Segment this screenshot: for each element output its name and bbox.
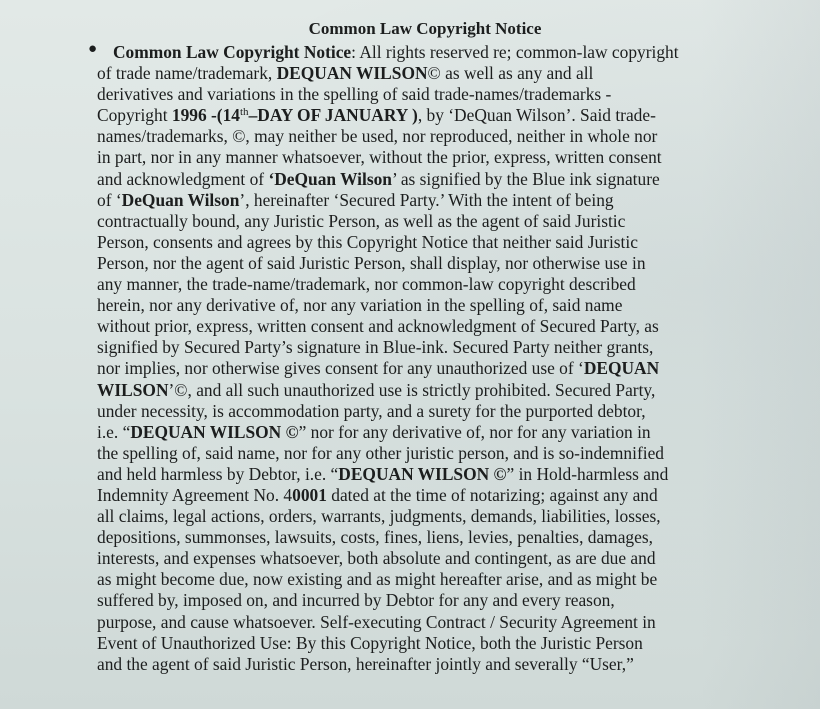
text-segment: any manner, the trade-name/trademark, nor common-law copyright described [97, 274, 636, 295]
text-segment: 0001 [292, 484, 327, 505]
text-segment: herein, nor any derivative of, nor any variation in the spelling of, said name [97, 295, 623, 316]
text-segment: Event of Unauthorized Use: By this Copyright Notice, both the Juristic Person [97, 632, 643, 653]
text-segment: under necessity, is accommodation party, and a surety for the purported debtor, [97, 400, 646, 421]
paragraph-line [97, 569, 753, 590]
text-segment: Indemnity Agreement No. 4 [97, 484, 293, 505]
paragraph-line [97, 422, 753, 443]
text-segment: 1996 -(14 [171, 105, 240, 126]
paragraph-line [97, 295, 753, 316]
text-segment: DeQuan Wilson [121, 189, 240, 210]
paragraph-line [97, 612, 753, 633]
text-segment: ‘DeQuan Wilson [268, 168, 392, 189]
text-segment: DEQUAN WILSON © [130, 421, 299, 442]
text-segment: names/trademarks, ©, may neither be used, nor reproduced, neither in whole nor [97, 126, 658, 147]
paragraph-line [97, 337, 753, 358]
paragraph-line [97, 527, 753, 548]
text-segment: Copyright [97, 105, 172, 126]
text-segment: all claims, legal actions, orders, warrants, judgments, demands, liabilities, losses, [97, 506, 661, 527]
paragraph-line [97, 147, 753, 168]
document-title: Common Law Copyright Notice [308, 19, 542, 38]
paragraph-line [97, 548, 753, 569]
paragraph-line [97, 506, 753, 527]
text-segment: depositions, summonses, lawsuits, costs, fines, liens, levies, penalties, damages, [97, 527, 653, 548]
text-segment: th [240, 106, 249, 119]
paragraph-line [97, 633, 753, 654]
text-segment: i.e. “ [97, 421, 131, 442]
text-segment: Person, consents and agrees by this Copyright Notice that neither said Juristic [97, 231, 638, 252]
text-segment: of ‘ [97, 189, 122, 210]
text-segment: without prior, express, written consent and acknowledgment of Secured Party, as [97, 316, 659, 337]
text-segment: ’©, and all such unauthorized use is strictly prohibited. Secured Party, [168, 379, 656, 400]
text-segment: suffered by, imposed on, and incurred by Debtor for any and every reason, [97, 590, 615, 611]
text-segment: DEQUAN [583, 358, 660, 379]
text-segment: dated at the time of notarizing; against any and [326, 484, 658, 505]
text-segment: and acknowledgment of [97, 168, 269, 189]
paragraph-line [97, 126, 753, 147]
text-segment: ” nor for any derivative of, nor for any variation in [298, 421, 651, 442]
text-segment: in part, nor in any manner whatsoever, without the prior, express, written consent [97, 147, 662, 168]
text-segment: the spelling of, said name, nor for any other juristic person, and is so-indemnified [97, 442, 664, 463]
text-segment: ’ as signified by the Blue ink signature [391, 168, 660, 189]
text-segment: Common Law Copyright Notice [113, 42, 352, 62]
bullet-icon: ● [88, 41, 98, 57]
text-segment: DEQUAN WILSON © [338, 463, 507, 484]
paragraph-line [97, 274, 753, 295]
paragraph-line [97, 169, 753, 190]
paragraph-line [97, 105, 753, 126]
paragraph-line [97, 190, 753, 211]
paragraph-line [97, 84, 753, 105]
text-segment: –DAY OF JANUARY ) [248, 105, 418, 126]
paragraph-line [97, 211, 753, 232]
text-segment: , by ‘DeQuan Wilson’. Said trade- [417, 105, 656, 126]
text-segment: WILSON [97, 379, 169, 400]
text-segment: : All rights reserved re; common-law copyright [351, 42, 679, 62]
text-segment: interests, and expenses whatsoever, both absolute and contingent, as are due and [97, 548, 656, 569]
text-segment: contractually bound, any Juristic Person, as well as the agent of said Juristic [97, 210, 626, 231]
text-segment: and held harmless by Debtor, i.e. “ [97, 463, 339, 484]
paragraph-line [97, 253, 753, 274]
text-segment: derivatives and variations in the spelling of said trade-names/trademarks - [97, 84, 612, 105]
text-segment: Person, nor the agent of said Juristic Person, shall display, nor otherwise use in [97, 252, 646, 273]
paragraph-line [97, 654, 753, 675]
text-segment: ’, hereinafter ‘Secured Party.’ With the intent of being [239, 189, 614, 210]
paragraph-line [97, 485, 753, 506]
paragraph-line [97, 443, 753, 464]
text-segment: of trade name/trademark, [97, 63, 277, 84]
text-segment: DEQUAN WILSON [276, 63, 428, 84]
text-segment: purpose, and cause whatsoever. Self-executing Contract / Security Agreement in [97, 611, 656, 632]
text-segment: ” in Hold-harmless and [506, 463, 669, 484]
paragraph-line [97, 590, 753, 611]
text-segment: signified by Secured Party’s signature in Blue-ink. Secured Party neither grants, [97, 337, 654, 358]
paragraph-line [97, 380, 753, 401]
paragraph-line [97, 464, 753, 485]
paragraph-line [97, 316, 753, 337]
text-segment: and the agent of said Juristic Person, hereinafter jointly and severally “User,” [97, 653, 634, 674]
paragraph-line [97, 401, 753, 422]
paragraph-line [97, 63, 753, 84]
text-segment: as might become due, now existing and as might hereafter arise, and as might be [97, 569, 658, 590]
paragraph-line [97, 232, 753, 253]
paragraph-line [97, 358, 753, 379]
text-segment: nor implies, nor otherwise gives consent for any unauthorized use of ‘ [97, 358, 584, 379]
text-segment: © as well as any and all [427, 63, 594, 84]
paragraph-line [113, 42, 753, 63]
notice-paragraph [97, 42, 753, 675]
